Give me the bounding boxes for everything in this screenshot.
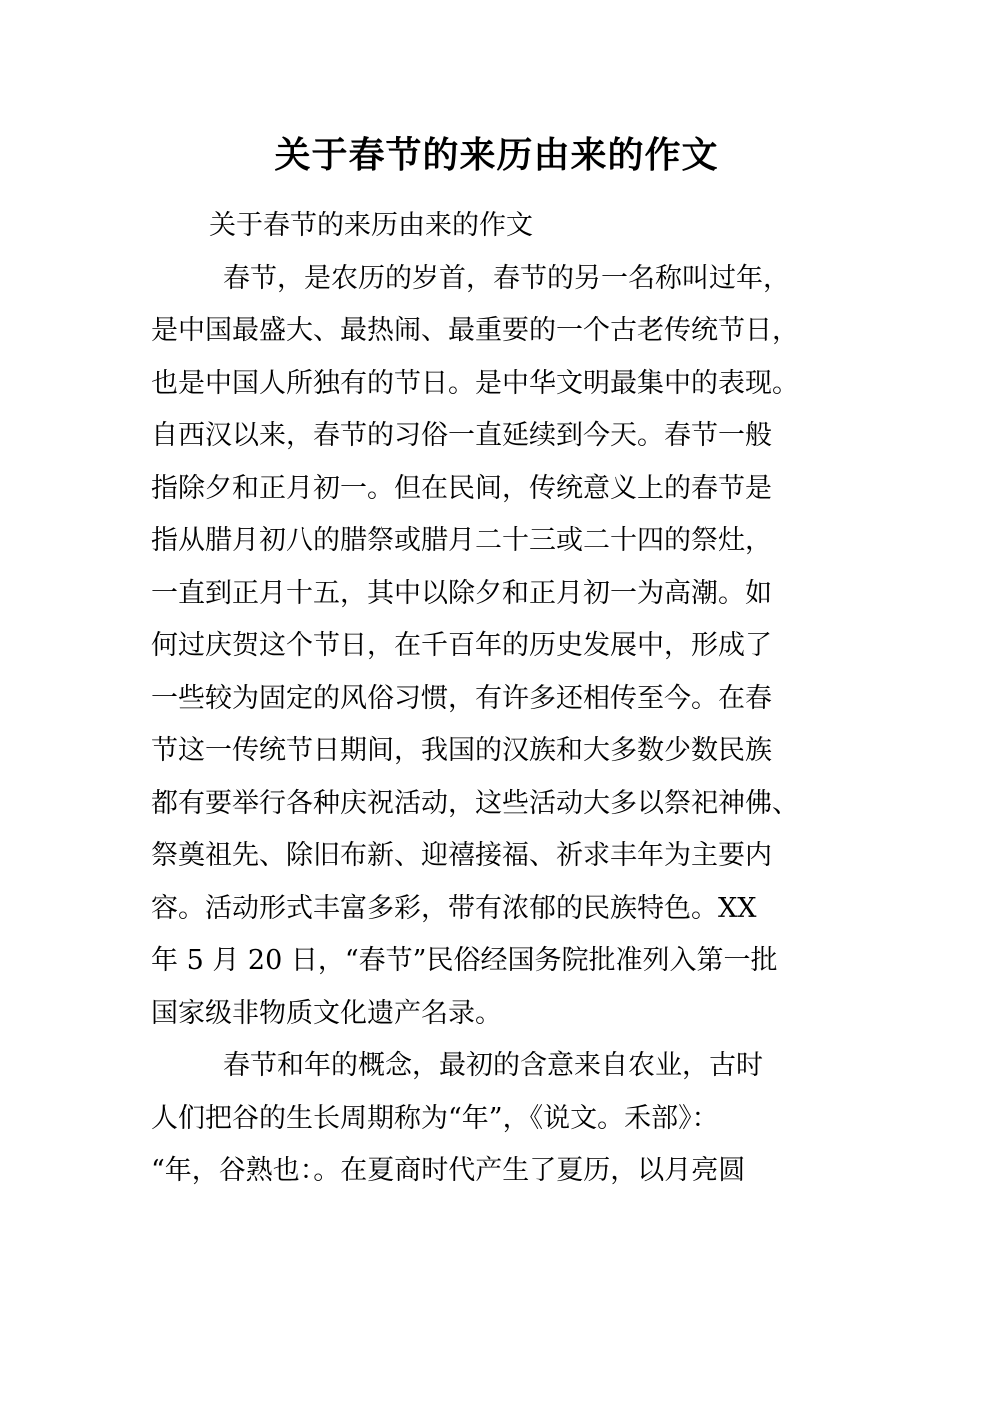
paragraph-1-line-1: 春节，是农历的岁首，春节的另一名称叫过年， [223, 262, 790, 294]
paragraph-1-line-9: 一些较为固定的风俗习惯，有许多还相传至今。在春 [151, 682, 772, 714]
document-title: 关于春节的来历由来的作文 [274, 135, 719, 176]
subtitle-line: 关于春节的来历由来的作文 [209, 210, 533, 241]
paragraph-1-line-15: 国家级非物质文化遗产名录。 [151, 997, 502, 1029]
paragraph-1-line-10: 节这一传统节日期间，我国的汉族和大多数少数民族 [151, 735, 772, 766]
paragraph-1-line-11: 都有要举行各种庆祝活动，这些活动大多以祭祀神佛、 [151, 787, 799, 819]
paragraph-1-line-14: 年 5 月 20 日，“春节”民俗经国务院批准列入第一批 [151, 945, 778, 976]
paragraph-2-line-3: “年，谷熟也：。在夏商时代产生了夏历，以月亮圆 [151, 1155, 746, 1186]
paragraph-1-line-7: 一直到正月十五，其中以除夕和正月初一为高潮。如 [151, 577, 772, 609]
paragraph-2-line-1: 春节和年的概念，最初的含意来自农业，古时 [223, 1050, 763, 1081]
paragraph-1-line-3: 也是中国人所独有的节日。是中华文明最集中的表现。 [151, 367, 799, 399]
paragraph-1-line-8: 何过庆贺这个节日，在千百年的历史发展中，形成了 [151, 630, 772, 661]
paragraph-1-line-2: 是中国最盛大、最热闹、最重要的一个古老传统节日， [151, 315, 799, 346]
document-body [151, 200, 871, 1198]
paragraph-1-line-5: 指除夕和正月初一。但在民间，传统意义上的春节是 [151, 472, 772, 504]
paragraph-1-line-12: 祭奠祖先、除旧布新、迎禧接福、祈求丰年为主要内 [151, 840, 772, 871]
paragraph-1-line-4: 自西汉以来，春节的习俗一直延续到今天。春节一般 [151, 420, 772, 451]
paragraph-1-line-13: 容。活动形式丰富多彩，带有浓郁的民族特色。XX [151, 892, 757, 924]
paragraph-1-line-6: 指从腊月初八的腊祭或腊月二十三或二十四的祭灶， [151, 525, 772, 556]
paragraph-2-line-2: 人们把谷的生长周期称为“年”，《说文。禾部》： [151, 1102, 719, 1134]
